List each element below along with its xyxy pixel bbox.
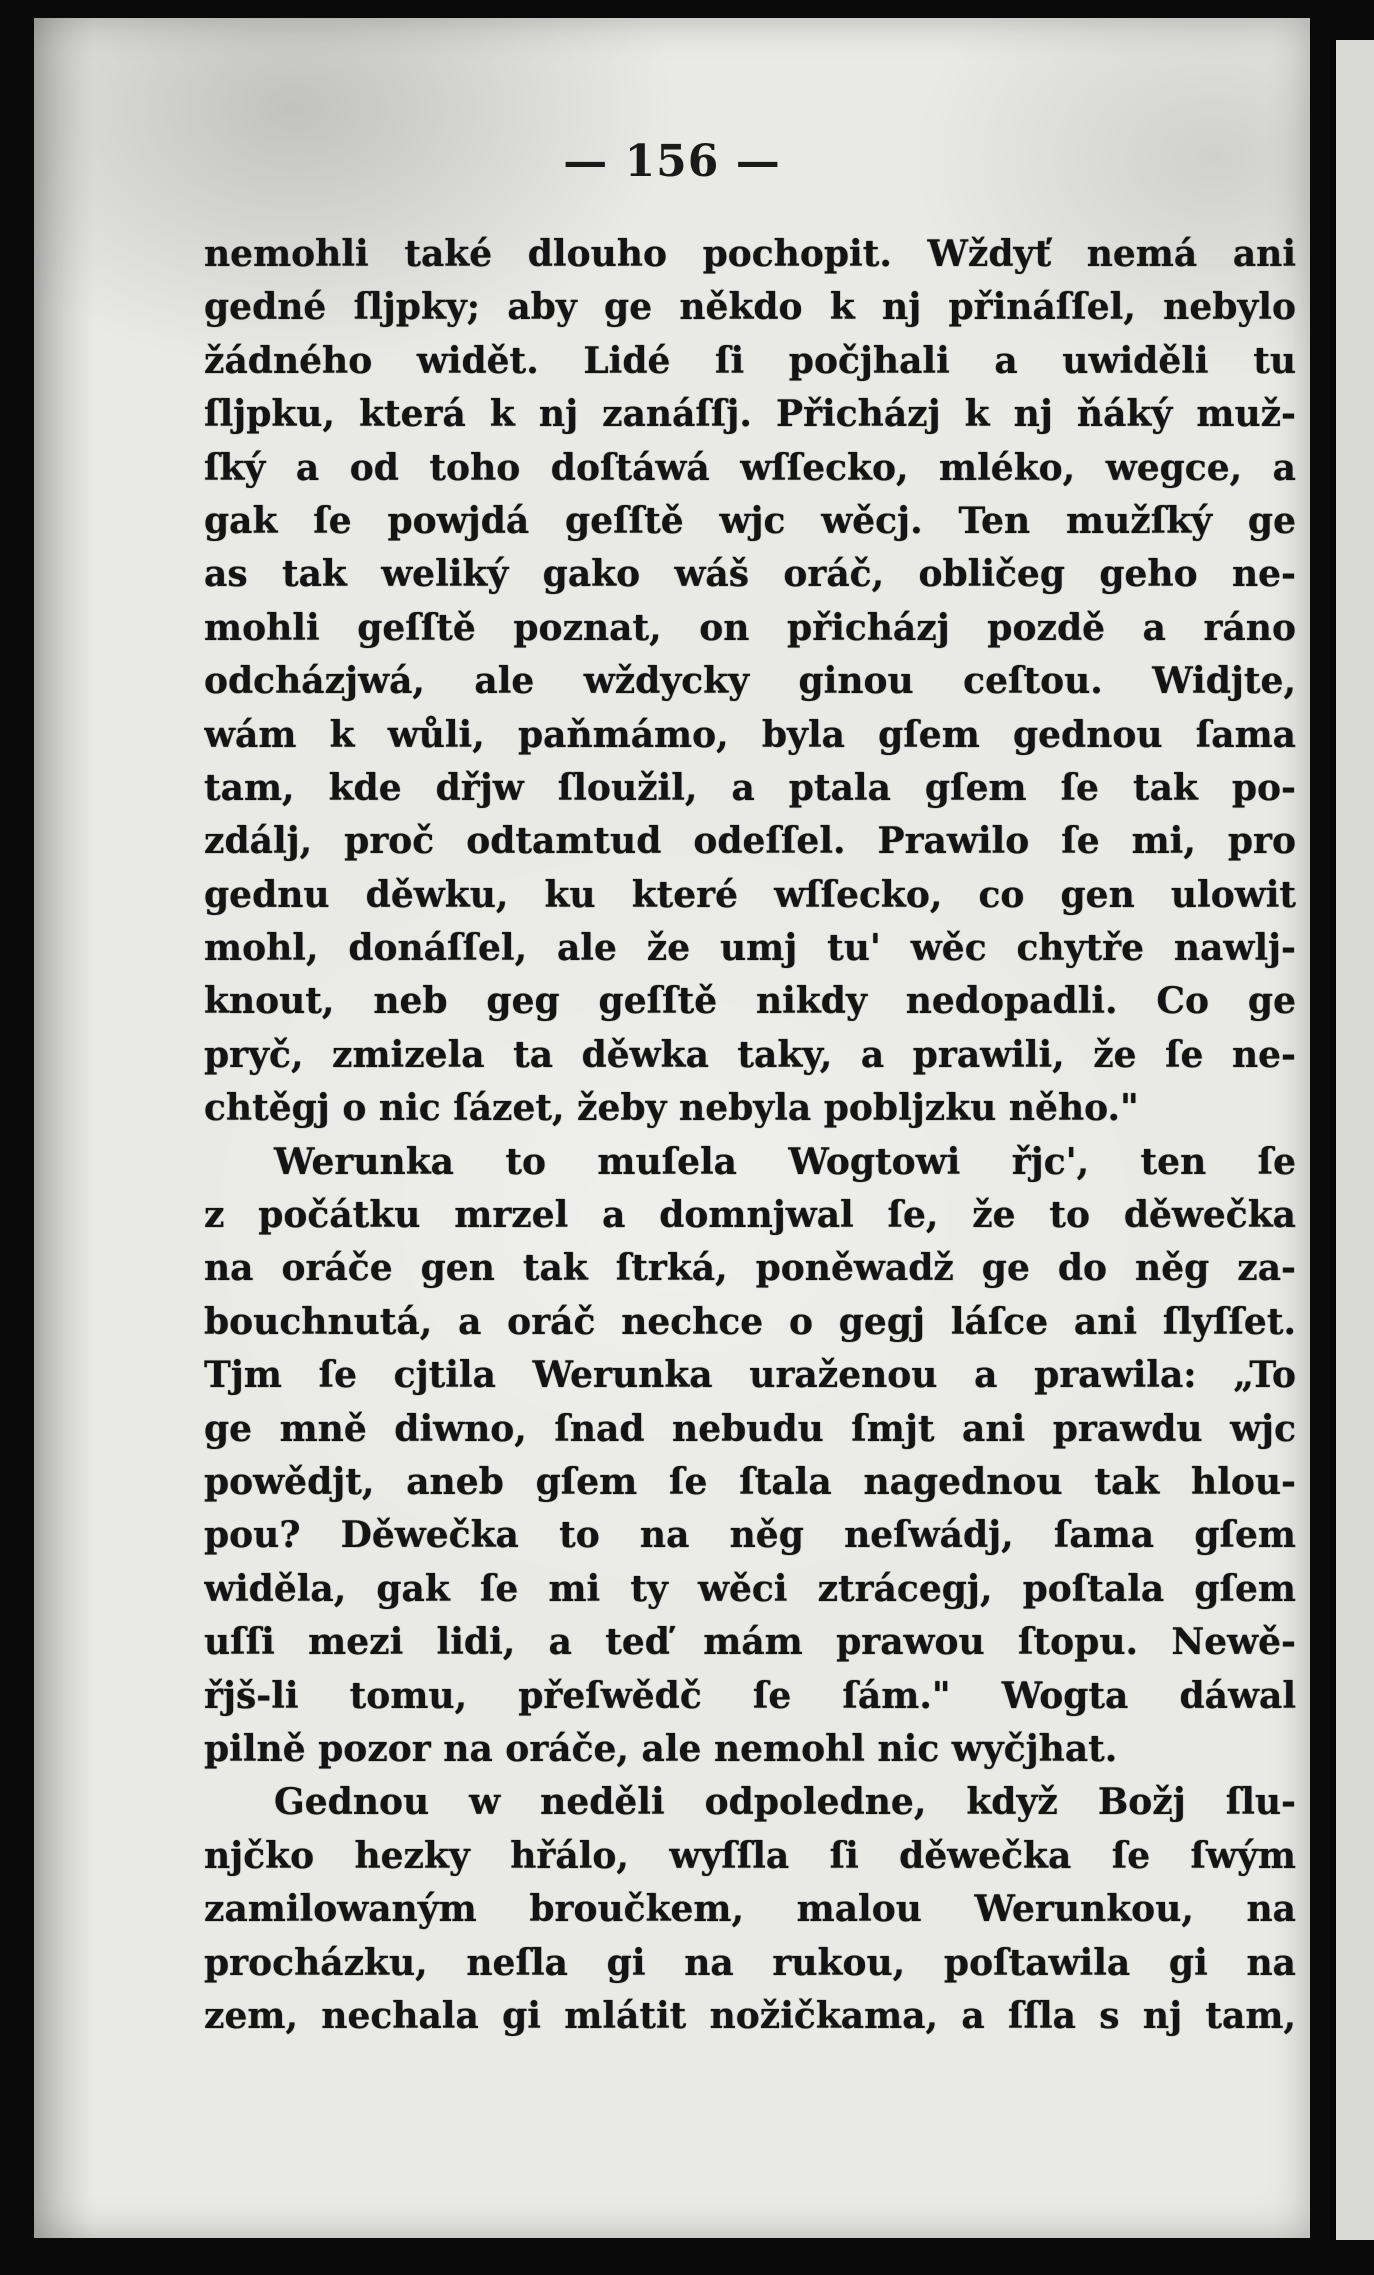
text-line: zdálj, proč odtamtud odeſſel. Prawilo ſe mi, pro xyxy=(204,820,1296,863)
text-line: gak ſe powjdá geſſtě wjc wěcj. Ten mužſký ge xyxy=(204,499,1296,542)
text-line: mohl, donáſſel, ale že umj tu' wěc chytře nawlj- xyxy=(204,927,1296,970)
text-line: wám k wůli, paňmámo, byla gſem gednou ſama xyxy=(204,713,1296,756)
text-line: mohli geſſtě poznat, on přicházj pozdě a ráno xyxy=(204,606,1296,649)
text-line: tam, kde dřjw ſloužil, a ptala gſem ſe tak po- xyxy=(204,766,1296,809)
page-number: — 156 — xyxy=(563,136,781,187)
text-line: pou? Děwečka to na něg neſwádj, ſama gſem xyxy=(204,1514,1296,1557)
text-line: procházku, neſla gi na rukou, poſtawila gi na xyxy=(204,1941,1296,1984)
text-line: na oráče gen tak ſtrká, poněwadž ge do něg za- xyxy=(204,1247,1296,1290)
text-line: odcházjwá, ale wždycky ginou ceſtou. Widjte, xyxy=(204,660,1296,703)
text-line: Werunka to muſela Wogtowi řjc', ten ſe xyxy=(274,1140,1296,1183)
text-line: ge mně diwno, ſnad nebudu ſmjt ani prawdu wjc xyxy=(204,1407,1296,1450)
text-line: Tjm ſe cjtila Werunka uraženou a prawila: „To xyxy=(204,1354,1296,1397)
text-line: gednu děwku, ku které wſſecko, co gen ulowit xyxy=(204,873,1296,916)
text-line: ſljpku, která k nj zanáſſj. Přicházj k nj ňáký muž- xyxy=(204,393,1296,436)
text-line: as tak weliký gako wáš oráč, obličeg geho ne- xyxy=(204,553,1296,596)
text-line: powědjt, aneb gſem ſe ſtala nagednou tak hlou- xyxy=(204,1460,1296,1503)
text-line: Gednou w neděli odpoledne, když Božj ſlu- xyxy=(274,1781,1296,1824)
text-line: bouchnutá, a oráč nechce o gegj láſce ani ſlyſſet. xyxy=(204,1300,1296,1343)
text-line: z počátku mrzel a domnjwal ſe, že to děwečka xyxy=(204,1194,1296,1237)
text-line: gedné ſljpky; aby ge někdo k nj přináſſel, nebylo xyxy=(204,286,1296,329)
text-line: zem, nechala gi mlátit nožičkama, a ſſla s nj tam, xyxy=(204,1994,1296,2037)
text-line: uſſi mezi lidi, a teď mám prawou ſtopu. Newě- xyxy=(204,1621,1296,1664)
text-line: knout, neb geg geſſtě nikdy nedopadli. Co ge xyxy=(204,980,1296,1023)
text-line: žádného widět. Lidé ſi počjhali a uwiděli tu xyxy=(204,339,1296,382)
text-line: řjš-li tomu, přeſwědč ſe ſám." Wogta dáwal xyxy=(204,1674,1296,1717)
adjacent-page-edge xyxy=(1330,40,1374,2240)
body-text xyxy=(204,228,1296,2043)
text-line: chtěgj o nic ſázet, žeby nebyla poblјzku něho." xyxy=(204,1087,1139,1130)
text-line: nemohli také dlouho pochopit. Wždyť nemá ani xyxy=(204,233,1296,275)
text-line: pryč, zmizela ta děwka taky, a prawili, že ſe ne- xyxy=(204,1033,1296,1076)
text-line: ſký a od toho doſtáwá wſſecko, mléko, wegce, a xyxy=(204,446,1296,489)
text-line: zamilowaným broučkem, malou Werunkou, na xyxy=(204,1888,1296,1931)
book-page xyxy=(34,18,1310,2238)
text-line: njčko hezky hřálo, wyſſla ſi děwečka ſe ſwým xyxy=(204,1834,1296,1877)
text-line: widěla, gak ſe mi ty wěci ztrácegj, poſtala gſem xyxy=(204,1567,1296,1610)
text-line: pilně pozor na oráče, ale nemohl nic wyčjhat. xyxy=(204,1727,1118,1770)
